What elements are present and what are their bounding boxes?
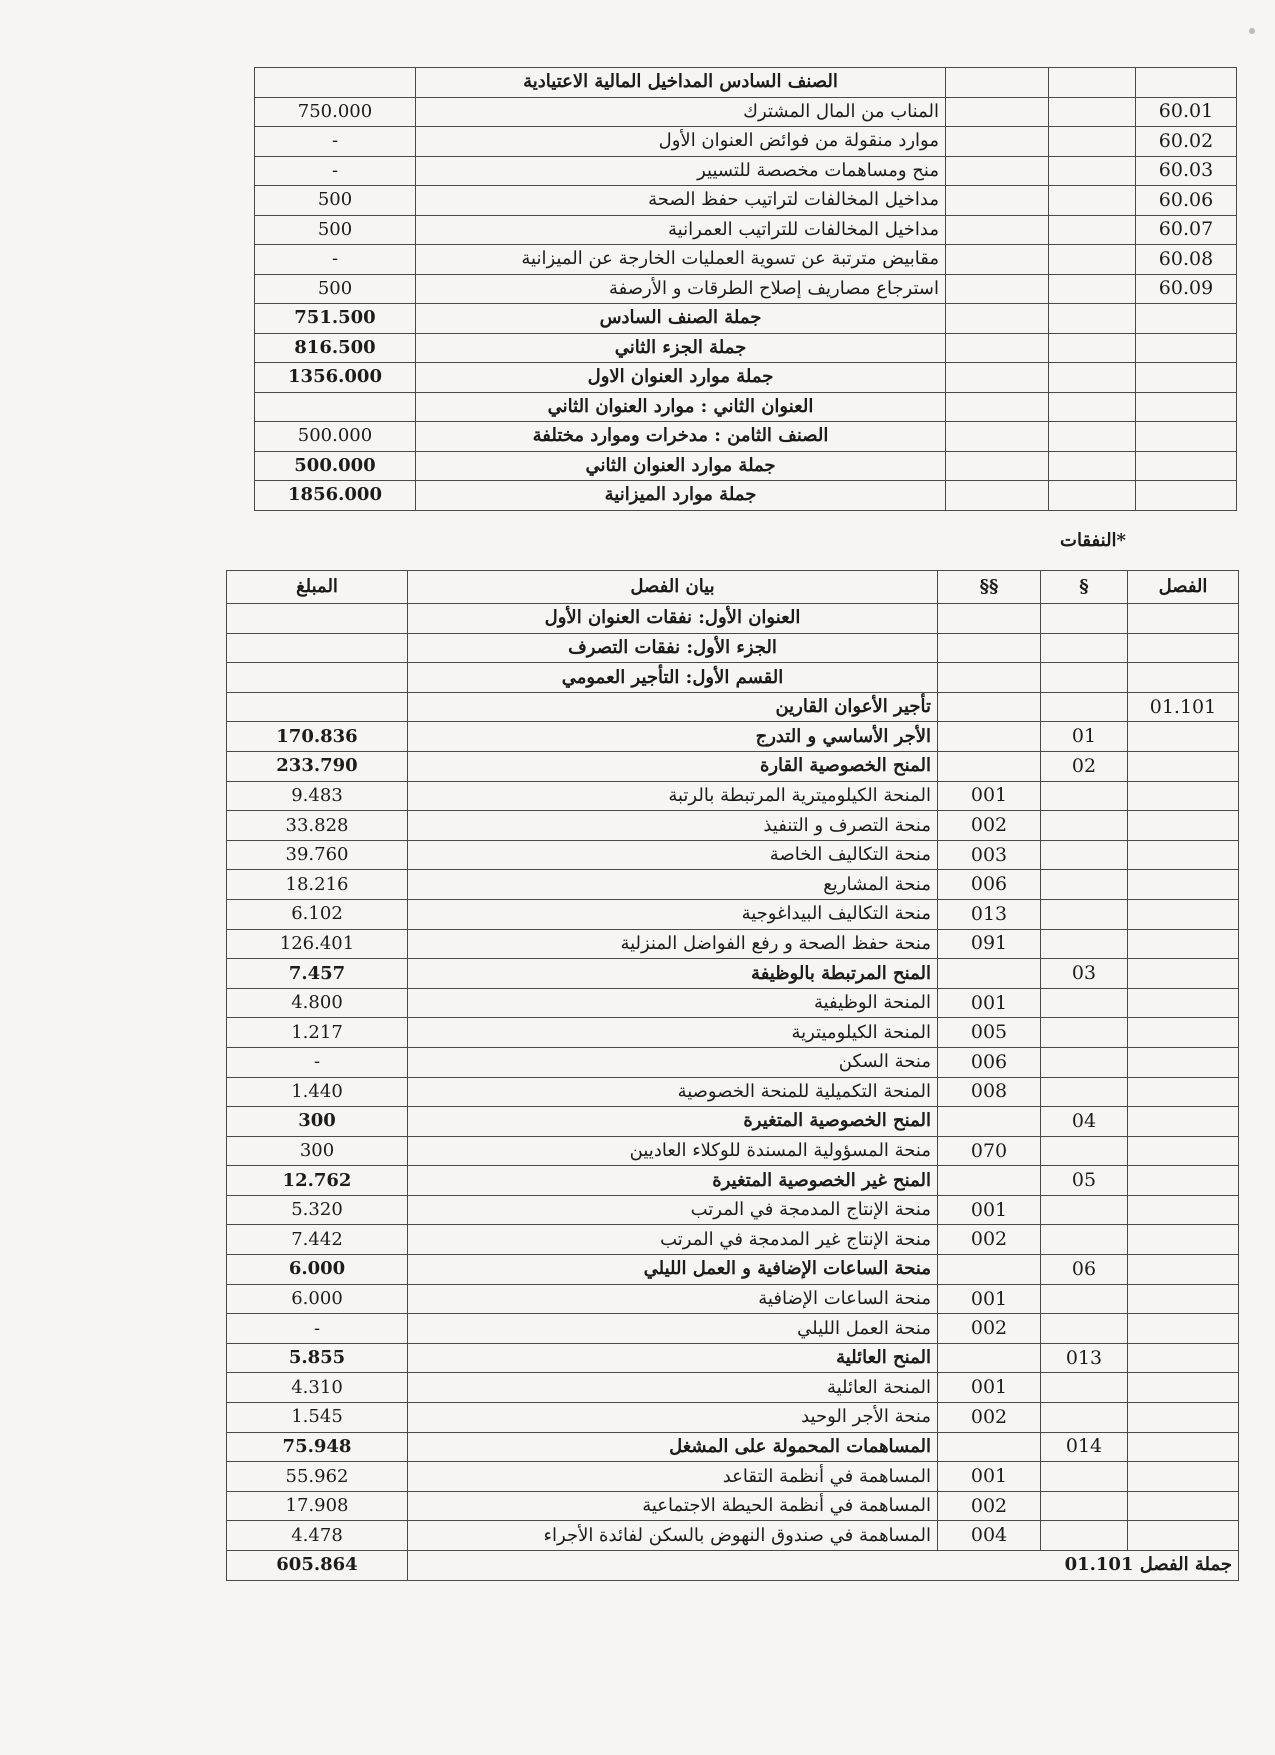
amount-cell: 6.000 [227, 1284, 408, 1314]
expense-row [227, 1166, 1239, 1196]
chapter-cell [1128, 781, 1239, 811]
description-cell: المساهمة في أنظمة التقاعد [408, 1462, 938, 1492]
paragraph-cell: 05 [1041, 1166, 1128, 1196]
subparagraph-cell: 001 [938, 1462, 1041, 1492]
subparagraph-cell: 070 [938, 1136, 1041, 1166]
amount-cell: - [227, 1314, 408, 1344]
subparagraph-cell: 002 [938, 1225, 1041, 1255]
paragraph-cell [1041, 692, 1128, 722]
description-cell: الصنف السادس المداخيل المالية الاعتيادية [416, 68, 946, 98]
paragraph-cell [1041, 663, 1128, 693]
description-cell: منحة الإنتاج المدمجة في المرتب [408, 1195, 938, 1225]
revenue-row [255, 451, 1237, 481]
subparagraph-cell [946, 215, 1049, 245]
description-cell: تأجير الأعوان القارين [408, 692, 938, 722]
description-cell: مداخيل المخالفات للتراتيب العمرانية [416, 215, 946, 245]
expense-row [227, 988, 1239, 1018]
description-cell: المنح العائلية [408, 1343, 938, 1373]
paragraph-cell [1041, 811, 1128, 841]
amount-cell [255, 68, 416, 98]
amount-cell: 500.000 [255, 422, 416, 452]
chapter-cell [1136, 392, 1237, 422]
expenses-table [226, 570, 1239, 1581]
paragraph-cell: 014 [1041, 1432, 1128, 1462]
description-cell: المنح الخصوصية المتغيرة [408, 1107, 938, 1137]
subparagraph-cell [946, 245, 1049, 275]
subparagraph-cell: 006 [938, 870, 1041, 900]
revenue-row [255, 127, 1237, 157]
expense-row [227, 1225, 1239, 1255]
subparagraph-cell: 001 [938, 781, 1041, 811]
subparagraph-cell: 003 [938, 840, 1041, 870]
expense-row [227, 1462, 1239, 1492]
subparagraph-cell: 008 [938, 1077, 1041, 1107]
chapter-cell [1136, 304, 1237, 334]
chapter-cell [1128, 1521, 1239, 1551]
expense-row [227, 1284, 1239, 1314]
paragraph-cell [1041, 1403, 1128, 1433]
amount-cell: 126.401 [227, 929, 408, 959]
revenue-row [255, 186, 1237, 216]
revenue-row [255, 392, 1237, 422]
header-chapter: الفصل [1128, 571, 1239, 604]
paragraph-cell [1049, 422, 1136, 452]
paragraph-cell [1049, 97, 1136, 127]
amount-cell [255, 392, 416, 422]
amount-cell: 12.762 [227, 1166, 408, 1196]
paragraph-cell [1041, 1047, 1128, 1077]
paragraph-cell: 01 [1041, 722, 1128, 752]
expense-row [227, 1195, 1239, 1225]
paragraph-cell: 03 [1041, 959, 1128, 989]
subparagraph-cell [938, 692, 1041, 722]
subparagraph-cell [938, 1107, 1041, 1137]
subparagraph-cell [946, 186, 1049, 216]
description-cell: الصنف الثامن : مدخرات وموارد مختلفة [416, 422, 946, 452]
chapter-cell [1128, 1018, 1239, 1048]
expenses-header-row [227, 571, 1239, 604]
expense-row [227, 663, 1239, 693]
paragraph-cell [1049, 68, 1136, 98]
description-cell: منحة السكن [408, 1047, 938, 1077]
description-cell: منحة المشاريع [408, 870, 938, 900]
chapter-cell [1128, 1403, 1239, 1433]
paragraph-cell [1049, 186, 1136, 216]
revenue-row [255, 363, 1237, 393]
chapter-cell: 60.08 [1136, 245, 1237, 275]
subparagraph-cell [938, 1432, 1041, 1462]
subparagraph-cell [946, 127, 1049, 157]
revenue-row [255, 304, 1237, 334]
total-label: جملة الفصل 01.101 [408, 1551, 1239, 1581]
subparagraph-cell: 001 [938, 1373, 1041, 1403]
subparagraph-cell: 001 [938, 1284, 1041, 1314]
subparagraph-cell [946, 333, 1049, 363]
subparagraph-cell [946, 156, 1049, 186]
amount-cell: 500 [255, 186, 416, 216]
subparagraph-cell [946, 68, 1049, 98]
amount-cell: 1.545 [227, 1403, 408, 1433]
description-cell: الجزء الأول: نفقات التصرف [408, 633, 938, 663]
expense-row [227, 692, 1239, 722]
expense-row [227, 722, 1239, 752]
description-cell: المنحة الكيلوميترية [408, 1018, 938, 1048]
amount-cell: 1.217 [227, 1018, 408, 1048]
amount-cell: 6.000 [227, 1255, 408, 1285]
paragraph-cell [1041, 1195, 1128, 1225]
description-cell: المنح الخصوصية القارة [408, 751, 938, 781]
chapter-cell [1128, 1314, 1239, 1344]
chapter-cell [1128, 899, 1239, 929]
chapter-cell [1136, 481, 1237, 511]
paragraph-cell [1049, 274, 1136, 304]
subparagraph-cell [946, 304, 1049, 334]
amount-cell: 4.478 [227, 1521, 408, 1551]
chapter-cell [1128, 633, 1239, 663]
amount-cell: 7.457 [227, 959, 408, 989]
subparagraph-cell [938, 751, 1041, 781]
amount-cell: - [255, 245, 416, 275]
subparagraph-cell: 002 [938, 811, 1041, 841]
chapter-cell [1128, 1373, 1239, 1403]
subparagraph-cell [938, 663, 1041, 693]
amount-cell: 500 [255, 274, 416, 304]
expense-row [227, 840, 1239, 870]
amount-cell: 1856.000 [255, 481, 416, 511]
subparagraph-cell: 004 [938, 1521, 1041, 1551]
description-cell: المنح غير الخصوصية المتغيرة [408, 1166, 938, 1196]
expense-row [227, 1018, 1239, 1048]
amount-cell: 170.836 [227, 722, 408, 752]
chapter-cell: 60.06 [1136, 186, 1237, 216]
paragraph-cell [1041, 1491, 1128, 1521]
amount-cell [227, 692, 408, 722]
description-cell: العنوان الثاني : موارد العنوان الثاني [416, 392, 946, 422]
paragraph-cell [1041, 1314, 1128, 1344]
amount-cell: 816.500 [255, 333, 416, 363]
header-subparagraph: §§ [938, 571, 1041, 604]
expense-row [227, 811, 1239, 841]
paragraph-cell [1041, 1018, 1128, 1048]
chapter-cell [1128, 1195, 1239, 1225]
description-cell: المنحة التكميلية للمنحة الخصوصية [408, 1077, 938, 1107]
subparagraph-cell [946, 97, 1049, 127]
expense-row [227, 1343, 1239, 1373]
description-cell: جملة موارد الميزانية [416, 481, 946, 511]
description-cell: الأجر الأساسي و التدرج [408, 722, 938, 752]
paragraph-cell [1041, 1284, 1128, 1314]
chapter-cell: 01.101 [1128, 692, 1239, 722]
subparagraph-cell: 001 [938, 988, 1041, 1018]
chapter-cell [1128, 1343, 1239, 1373]
description-cell: العنوان الأول: نفقات العنوان الأول [408, 604, 938, 634]
paragraph-cell: 06 [1041, 1255, 1128, 1285]
amount-cell: 300 [227, 1136, 408, 1166]
description-cell: المنح المرتبطة بالوظيفة [408, 959, 938, 989]
paragraph-cell [1041, 1136, 1128, 1166]
amount-cell: 39.760 [227, 840, 408, 870]
expense-row [227, 1047, 1239, 1077]
expense-row [227, 1521, 1239, 1551]
paragraph-cell [1041, 988, 1128, 1018]
revenue-row [255, 245, 1237, 275]
subparagraph-cell [946, 274, 1049, 304]
amount-cell: 300 [227, 1107, 408, 1137]
paragraph-cell [1041, 781, 1128, 811]
chapter-cell [1136, 68, 1237, 98]
description-cell: المنحة العائلية [408, 1373, 938, 1403]
chapter-cell [1128, 870, 1239, 900]
amount-cell: 1356.000 [255, 363, 416, 393]
paragraph-cell: 04 [1041, 1107, 1128, 1137]
amount-cell: 750.000 [255, 97, 416, 127]
description-cell: منحة الإنتاج غير المدمجة في المرتب [408, 1225, 938, 1255]
amount-cell: 6.102 [227, 899, 408, 929]
subparagraph-cell: 005 [938, 1018, 1041, 1048]
subparagraph-cell [938, 1255, 1041, 1285]
header-amount: المبلغ [227, 571, 408, 604]
chapter-cell [1128, 929, 1239, 959]
chapter-cell [1128, 1107, 1239, 1137]
description-cell: مداخيل المخالفات لتراتيب حفظ الصحة [416, 186, 946, 216]
subparagraph-cell: 002 [938, 1491, 1041, 1521]
description-cell: منحة العمل الليلي [408, 1314, 938, 1344]
amount-cell: 500.000 [255, 451, 416, 481]
amount-cell [227, 663, 408, 693]
paragraph-cell [1041, 604, 1128, 634]
amount-cell: 17.908 [227, 1491, 408, 1521]
expenses-total-row [227, 1551, 1239, 1581]
description-cell: استرجاع مصاريف إصلاح الطرقات و الأرصفة [416, 274, 946, 304]
paragraph-cell [1041, 1462, 1128, 1492]
amount-cell: 500 [255, 215, 416, 245]
subparagraph-cell [938, 1166, 1041, 1196]
expense-row [227, 1373, 1239, 1403]
description-cell: جملة موارد العنوان الثاني [416, 451, 946, 481]
chapter-cell [1136, 363, 1237, 393]
paragraph-cell [1049, 156, 1136, 186]
paragraph-cell: 02 [1041, 751, 1128, 781]
subparagraph-cell [946, 481, 1049, 511]
subparagraph-cell: 002 [938, 1314, 1041, 1344]
amount-cell [227, 604, 408, 634]
description-cell: منحة الساعات الإضافية و العمل الليلي [408, 1255, 938, 1285]
amount-cell: 55.962 [227, 1462, 408, 1492]
expense-row [227, 1077, 1239, 1107]
expense-row [227, 899, 1239, 929]
subparagraph-cell: 006 [938, 1047, 1041, 1077]
amount-cell: 4.310 [227, 1373, 408, 1403]
subparagraph-cell: 091 [938, 929, 1041, 959]
subparagraph-cell [946, 363, 1049, 393]
expense-row [227, 1314, 1239, 1344]
expense-row [227, 1432, 1239, 1462]
paragraph-cell [1049, 363, 1136, 393]
chapter-cell [1128, 811, 1239, 841]
chapter-cell [1128, 1491, 1239, 1521]
description-cell: المنحة الكيلوميترية المرتبطة بالرتبة [408, 781, 938, 811]
description-cell: موارد منقولة من فوائض العنوان الأول [416, 127, 946, 157]
chapter-cell [1128, 1432, 1239, 1462]
chapter-cell [1128, 840, 1239, 870]
expense-row [227, 633, 1239, 663]
chapter-cell [1128, 988, 1239, 1018]
paragraph-cell [1049, 451, 1136, 481]
expense-row [227, 929, 1239, 959]
revenue-row [255, 422, 1237, 452]
paragraph-cell [1041, 899, 1128, 929]
description-cell: جملة موارد العنوان الاول [416, 363, 946, 393]
paragraph-cell [1041, 929, 1128, 959]
description-cell: المساهمة في أنظمة الحيطة الاجتماعية [408, 1491, 938, 1521]
chapter-cell [1136, 333, 1237, 363]
revenue-row [255, 333, 1237, 363]
chapter-cell: 60.07 [1136, 215, 1237, 245]
header-description: بيان الفصل [408, 571, 938, 604]
description-cell: المساهمات المحمولة على المشغل [408, 1432, 938, 1462]
chapter-cell [1128, 1077, 1239, 1107]
description-cell: منحة التكاليف الخاصة [408, 840, 938, 870]
amount-cell: 1.440 [227, 1077, 408, 1107]
scan-speck [1249, 28, 1255, 34]
paragraph-cell [1041, 1225, 1128, 1255]
chapter-cell [1128, 959, 1239, 989]
description-cell: مقابيض مترتبة عن تسوية العمليات الخارجة عن الميزانية [416, 245, 946, 275]
revenue-row [255, 156, 1237, 186]
paragraph-cell [1049, 245, 1136, 275]
amount-cell: - [255, 156, 416, 186]
chapter-cell: 60.01 [1136, 97, 1237, 127]
chapter-cell [1128, 1284, 1239, 1314]
subparagraph-cell: 001 [938, 1195, 1041, 1225]
paragraph-cell [1049, 392, 1136, 422]
paragraph-cell [1049, 215, 1136, 245]
description-cell: منحة الأجر الوحيد [408, 1403, 938, 1433]
paragraph-cell [1049, 127, 1136, 157]
description-cell: المناب من المال المشترك [416, 97, 946, 127]
paragraph-cell: 013 [1041, 1343, 1128, 1373]
subparagraph-cell [946, 392, 1049, 422]
chapter-cell [1128, 1047, 1239, 1077]
description-cell: منحة التصرف و التنفيذ [408, 811, 938, 841]
total-amount: 605.864 [227, 1551, 408, 1581]
paragraph-cell [1041, 633, 1128, 663]
expense-row [227, 751, 1239, 781]
revenue-row [255, 68, 1237, 98]
amount-cell [227, 633, 408, 663]
subparagraph-cell [938, 633, 1041, 663]
expense-row [227, 1136, 1239, 1166]
amount-cell: 751.500 [255, 304, 416, 334]
description-cell: المنحة الوظيفية [408, 988, 938, 1018]
expense-row [227, 781, 1239, 811]
description-cell: جملة الصنف السادس [416, 304, 946, 334]
revenue-row [255, 274, 1237, 304]
subparagraph-cell [946, 451, 1049, 481]
revenues-table [254, 67, 1237, 511]
paragraph-cell [1041, 1373, 1128, 1403]
chapter-cell [1128, 1166, 1239, 1196]
revenue-row [255, 215, 1237, 245]
description-cell: منحة التكاليف البيداغوجية [408, 899, 938, 929]
description-cell: منح ومساهمات مخصصة للتسيير [416, 156, 946, 186]
description-cell: منحة المسؤولية المسندة للوكلاء العاديين [408, 1136, 938, 1166]
amount-cell: 18.216 [227, 870, 408, 900]
expense-row [227, 1255, 1239, 1285]
amount-cell: - [255, 127, 416, 157]
revenue-row [255, 97, 1237, 127]
description-cell: القسم الأول: التأجير العمومي [408, 663, 938, 693]
paragraph-cell [1049, 333, 1136, 363]
subparagraph-cell: 002 [938, 1403, 1041, 1433]
expenses-section-label: *النفقات [1060, 530, 1126, 551]
amount-cell: 5.320 [227, 1195, 408, 1225]
amount-cell: 4.800 [227, 988, 408, 1018]
paragraph-cell [1049, 304, 1136, 334]
chapter-cell [1128, 1255, 1239, 1285]
revenue-row [255, 481, 1237, 511]
amount-cell: 233.790 [227, 751, 408, 781]
description-cell: منحة حفظ الصحة و رفع الفواضل المنزلية [408, 929, 938, 959]
description-cell: المساهمة في صندوق النهوض بالسكن لفائدة الأجراء [408, 1521, 938, 1551]
expense-row [227, 959, 1239, 989]
subparagraph-cell [946, 422, 1049, 452]
chapter-cell [1128, 1225, 1239, 1255]
chapter-cell [1128, 1136, 1239, 1166]
chapter-cell: 60.03 [1136, 156, 1237, 186]
amount-cell: 9.483 [227, 781, 408, 811]
amount-cell: 33.828 [227, 811, 408, 841]
chapter-cell: 60.09 [1136, 274, 1237, 304]
chapter-cell [1136, 451, 1237, 481]
chapter-cell [1128, 722, 1239, 752]
amount-cell: - [227, 1047, 408, 1077]
subparagraph-cell [938, 604, 1041, 634]
header-paragraph: § [1041, 571, 1128, 604]
expense-row [227, 870, 1239, 900]
chapter-cell [1136, 422, 1237, 452]
chapter-cell [1128, 604, 1239, 634]
chapter-cell [1128, 1462, 1239, 1492]
chapter-cell: 60.02 [1136, 127, 1237, 157]
expense-row [227, 1491, 1239, 1521]
description-cell: جملة الجزء الثاني [416, 333, 946, 363]
description-cell: منحة الساعات الإضافية [408, 1284, 938, 1314]
expense-row [227, 604, 1239, 634]
chapter-cell [1128, 751, 1239, 781]
expense-row [227, 1403, 1239, 1433]
amount-cell: 5.855 [227, 1343, 408, 1373]
subparagraph-cell [938, 1343, 1041, 1373]
chapter-cell [1128, 663, 1239, 693]
subparagraph-cell [938, 722, 1041, 752]
subparagraph-cell [938, 959, 1041, 989]
paragraph-cell [1041, 1521, 1128, 1551]
paragraph-cell [1041, 1077, 1128, 1107]
paragraph-cell [1049, 481, 1136, 511]
expense-row [227, 1107, 1239, 1137]
subparagraph-cell: 013 [938, 899, 1041, 929]
amount-cell: 7.442 [227, 1225, 408, 1255]
amount-cell: 75.948 [227, 1432, 408, 1462]
paragraph-cell [1041, 870, 1128, 900]
paragraph-cell [1041, 840, 1128, 870]
